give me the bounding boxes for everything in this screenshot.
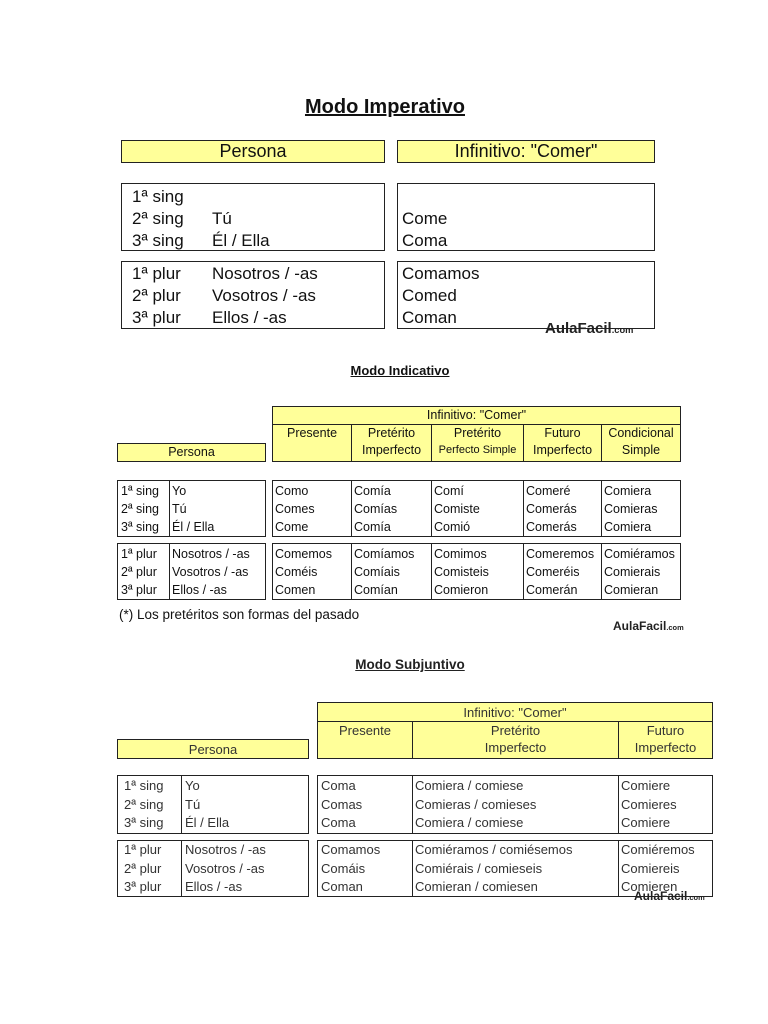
person-label: 1ª plur: [132, 264, 181, 283]
subjuntivo-singular-forms-box: [317, 775, 713, 834]
indicativo-note: (*) Los pretéritos son formas del pasado: [119, 607, 360, 622]
pronoun: Él / Ella: [212, 231, 270, 250]
verb-form: Coma: [321, 815, 356, 830]
verb-form: Comisteis: [434, 565, 489, 579]
subjuntivo-plural-persona-box: [117, 840, 309, 897]
imperativo-singular-forms-box: [397, 183, 655, 251]
verb-form: Comamos: [321, 842, 381, 857]
verb-form: Coma: [321, 778, 356, 793]
aulafacil-watermark: AulaFacil.com: [545, 320, 634, 337]
verb-form: Comimos: [434, 547, 487, 561]
pronoun: Vosotros / -as: [185, 860, 265, 876]
indicativo-plural-persona-box: [117, 543, 266, 600]
indicativo-tense-header-row: [272, 424, 681, 462]
aulafacil-watermark: AulaFacil.com: [634, 889, 705, 903]
verb-form: Comía: [354, 484, 391, 498]
person-label: 3ª plur: [132, 308, 181, 327]
person-label: 1ª plur: [124, 842, 162, 857]
tense-header: Presente: [286, 426, 338, 440]
tense-header: Presente: [338, 723, 392, 738]
verb-form: Comiérais / comieseis: [415, 860, 543, 876]
person-label: 3ª sing: [124, 815, 164, 830]
tense-header: Futuro Imperfecto: [532, 426, 593, 457]
indicativo-infinitivo-header: Infinitivo: "Comer": [272, 406, 681, 425]
verb-form: Comiera: [604, 484, 652, 498]
person-label: 2ª plur: [124, 860, 162, 876]
verb-form: Comíais: [354, 565, 400, 579]
indicativo-title: Modo Indicativo: [350, 363, 450, 378]
pronoun: Vosotros / -as: [212, 286, 316, 305]
aulafacil-watermark: AulaFacil.com: [613, 619, 684, 633]
pronoun: Yo: [185, 778, 200, 793]
verb-form: Comiera / comiese: [415, 778, 524, 793]
person-label: 2ª sing: [124, 796, 164, 812]
verb-form: [402, 186, 447, 208]
verb-form: Comías: [354, 502, 398, 516]
person-label: 2ª sing: [121, 502, 159, 516]
verb-form: Comeréis: [526, 565, 580, 579]
verb-form: Comiera: [604, 520, 652, 534]
person-label: 3ª sing: [121, 520, 159, 534]
pronoun: Yo: [172, 484, 187, 498]
verb-form: Comieron: [434, 583, 489, 597]
verb-form: Comierais: [604, 565, 661, 579]
pronoun: Nosotros / -as: [212, 264, 318, 283]
verb-form: Comemos: [275, 547, 332, 561]
pronoun: Nosotros / -as: [185, 842, 266, 857]
indicativo-singular-forms-box: [272, 480, 681, 537]
verb-form: Coman: [402, 308, 457, 327]
tense-header: Futuro Imperfecto: [634, 723, 697, 755]
verb-form: Comieras / comieses: [415, 796, 537, 812]
pronoun: Ellos / -as: [212, 308, 287, 327]
verb-form: Come: [275, 520, 309, 534]
verb-form: Comieran: [604, 583, 659, 597]
imperativo-persona-header: Persona: [121, 140, 385, 163]
verb-form: Comiste: [434, 502, 480, 516]
imperativo-plural-persona-box: [121, 261, 385, 329]
person-label: 2ª plur: [121, 565, 157, 579]
verb-form: Comieran / comiesen: [415, 879, 538, 894]
verb-form: Comiere: [621, 815, 671, 830]
verb-form: Comíamos: [354, 547, 415, 561]
verb-form: Comieras: [604, 502, 658, 516]
verb-form: Comerán: [526, 583, 578, 597]
verb-form: Comiereis: [621, 860, 680, 876]
verb-form: Comiéramos: [604, 547, 675, 561]
pronoun: Tú: [185, 796, 201, 812]
pronoun: Él / Ella: [185, 815, 230, 830]
subjuntivo-tense-header-row: [317, 721, 713, 759]
person-label: 1ª sing: [124, 778, 164, 793]
verb-form: Come: [402, 209, 448, 228]
subjuntivo-title: Modo Subjuntivo: [355, 657, 465, 672]
verb-form: Comí: [434, 484, 464, 498]
verb-form: Comerás: [526, 520, 577, 534]
person-label: 3ª plur: [121, 583, 157, 597]
person-label: 1ª plur: [121, 547, 157, 561]
pronoun: Ellos / -as: [185, 879, 243, 894]
indicativo-singular-persona-box: [117, 480, 266, 537]
person-label: 2ª plur: [132, 286, 181, 305]
verb-form: Comerás: [526, 502, 577, 516]
subjuntivo-singular-persona-box: [117, 775, 309, 834]
verb-form: Comieren: [621, 879, 678, 894]
indicativo-plural-forms-box: [272, 543, 681, 600]
pronoun: [212, 186, 382, 208]
person-label: 2ª sing: [132, 209, 184, 228]
verb-form: Comieres: [621, 796, 677, 812]
verb-form: Comed: [402, 286, 457, 305]
pronoun: Ellos / -as: [172, 583, 227, 597]
tense-header: Condicional Simple: [608, 426, 674, 457]
person-label: 1ª sing: [121, 484, 159, 498]
verb-form: Comiéramos / comiésemos: [415, 842, 573, 857]
verb-form: Comiera / comiese: [415, 815, 524, 830]
verb-form: Comen: [275, 583, 316, 597]
tense-header: Pretérito Perfecto Simple: [438, 426, 517, 456]
tense-header: Pretérito Imperfecto: [361, 426, 422, 457]
verb-form: Comiere: [621, 778, 671, 793]
imperativo-plural-forms-box: [397, 261, 655, 329]
pronoun: Vosotros / -as: [172, 565, 249, 579]
subjuntivo-persona-header: Persona: [117, 739, 309, 759]
verb-form: Coméis: [275, 565, 318, 579]
verb-form: Comió: [434, 520, 471, 534]
person-label: 3ª plur: [124, 879, 162, 894]
verb-form: Comes: [275, 502, 315, 516]
verb-form: Comeremos: [526, 547, 595, 561]
pronoun: Nosotros / -as: [172, 547, 250, 561]
person-label: 3ª sing: [132, 231, 184, 250]
imperativo-singular-persona-box: [121, 183, 385, 251]
indicativo-persona-header: Persona: [117, 443, 266, 462]
imperativo-infinitivo-header: Infinitivo: "Comer": [397, 140, 655, 163]
verb-form: Comían: [354, 583, 398, 597]
imperativo-title: Modo Imperativo: [304, 96, 465, 118]
verb-form: Como: [275, 484, 309, 498]
verb-form: Comas: [321, 796, 363, 812]
verb-form: Comiéremos: [621, 842, 695, 857]
pronoun: Él / Ella: [172, 520, 215, 534]
subjuntivo-infinitivo-header: Infinitivo: "Comer": [317, 702, 713, 722]
verb-form: Coma: [402, 231, 448, 250]
person-label: 1ª sing: [132, 187, 184, 206]
verb-form: Comáis: [321, 860, 366, 876]
verb-form: Comeré: [526, 484, 571, 498]
verb-form: Comía: [354, 520, 391, 534]
pronoun: Tú: [172, 502, 187, 516]
pronoun: Tú: [212, 209, 232, 228]
tense-header: Pretérito Imperfecto: [484, 723, 547, 755]
verb-form: Comamos: [402, 264, 480, 283]
verb-form: Coman: [321, 879, 363, 894]
